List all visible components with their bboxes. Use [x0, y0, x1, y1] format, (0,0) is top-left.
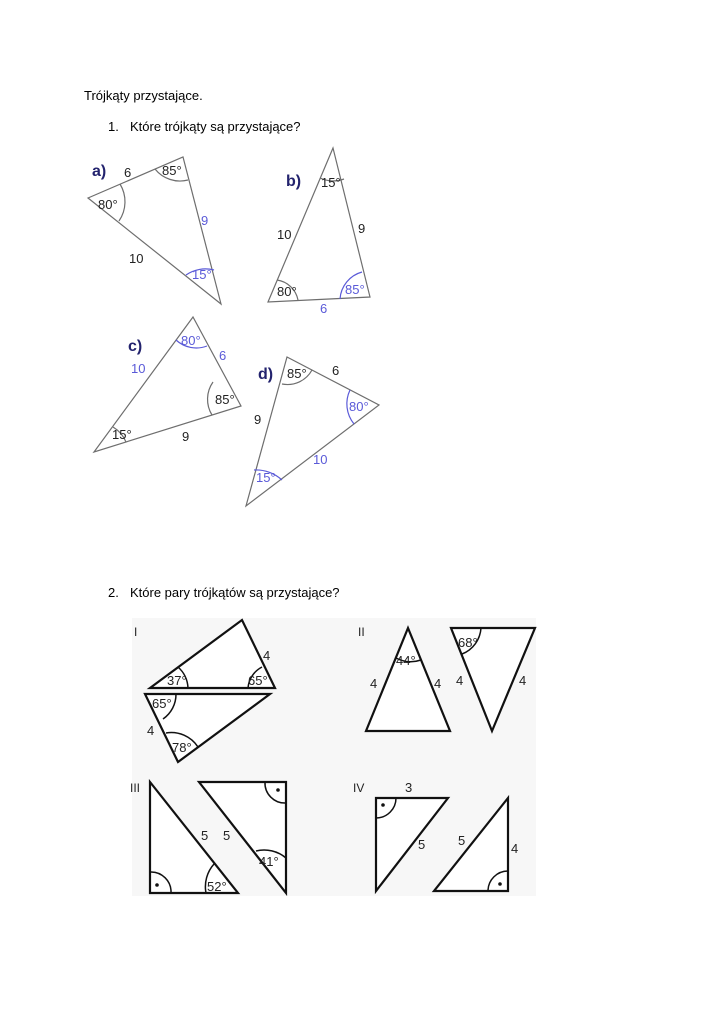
- triangle-a-side-10: 10: [129, 251, 144, 266]
- triangle-b-side-6: 6: [320, 301, 328, 316]
- triangle-b-angle-80: 80°: [277, 284, 297, 299]
- triangle-d-angle-80: 80°: [349, 399, 369, 414]
- triangle-c-side-6: 6: [219, 348, 227, 363]
- triangle-a-side-6: 6: [124, 165, 132, 180]
- pair-III-right-angle-dot-2: [276, 788, 280, 792]
- pair-III-t1-angle-52: 52°: [207, 879, 227, 894]
- triangle-a-angle-15: 15°: [192, 267, 212, 282]
- triangle-c-label: c): [128, 338, 143, 355]
- pair-III-t1-hypotenuse: 5: [201, 828, 209, 843]
- pair-IV-right-angle-dot-2: [498, 882, 502, 886]
- triangle-b-angle-85: 85°: [345, 282, 365, 297]
- triangle-c-angle-15: 15°: [112, 427, 132, 442]
- pair-I-t1-angle-37: 37°: [167, 673, 187, 688]
- triangle-a-label: a): [92, 163, 107, 180]
- question-1-text: Które trójkąty są przystające?: [130, 119, 301, 134]
- triangle-b-side-10: 10: [277, 227, 292, 242]
- pair-IV-t1-top-side: 3: [405, 780, 413, 795]
- pair-I-label: I: [134, 625, 138, 639]
- triangle-d-side-9: 9: [254, 412, 262, 427]
- pair-III-right-angle-dot-1: [155, 883, 159, 887]
- triangle-a-angle-85: 85°: [162, 163, 182, 178]
- page-heading: Trójkąty przystające.: [84, 88, 203, 103]
- triangle-c-side-10: 10: [131, 361, 146, 376]
- pair-IV-t2-hypotenuse: 5: [458, 833, 466, 848]
- pair-III-label: III: [130, 781, 141, 795]
- pair-IV-t1-hypotenuse: 5: [418, 837, 426, 852]
- triangle-b-angle-15: 15°: [321, 175, 341, 190]
- pair-II-t1-angle-44: 44°: [396, 653, 416, 668]
- pair-IV-t2-side: 4: [511, 841, 519, 856]
- pair-I-t2-angle-78: 78°: [172, 740, 192, 755]
- triangle-d-label: d): [258, 366, 274, 383]
- pair-II-t2-right-side: 4: [519, 673, 527, 688]
- pair-II-t2-left-side: 4: [456, 673, 464, 688]
- triangle-a-angle-80: 80°: [98, 197, 118, 212]
- pair-IV-right-angle-dot-1: [381, 803, 385, 807]
- pair-II-t1-right-side: 4: [434, 676, 442, 691]
- triangle-d-side-10: 10: [313, 452, 328, 467]
- triangle-c-angle-80: 80°: [181, 333, 201, 348]
- triangle-b-label: b): [286, 173, 302, 190]
- pair-III-t2-hypotenuse: 5: [223, 828, 231, 843]
- triangle-b-side-9: 9: [358, 221, 366, 236]
- pair-III-t2-angle-41: 41°: [259, 854, 279, 869]
- pair-IV-label: IV: [353, 781, 365, 795]
- triangle-d-side-6: 6: [332, 363, 340, 378]
- pair-II-t2-angle-68: 68°: [458, 635, 478, 650]
- pair-II-t1-left-side: 4: [370, 676, 378, 691]
- pair-I-t1-angle-65: 65°: [248, 673, 268, 688]
- triangle-d-angle-85: 85°: [287, 366, 307, 381]
- triangle-c-angle-85: 85°: [215, 392, 235, 407]
- pair-II-label: II: [358, 625, 365, 639]
- question-1-number: 1.: [108, 119, 119, 134]
- pair-I-t2-side: 4: [147, 723, 155, 738]
- triangle-a-side-9: 9: [201, 213, 209, 228]
- pair-I-t1-side: 4: [263, 648, 271, 663]
- triangle-d-angle-15: 15°: [256, 470, 276, 485]
- pair-I-t2-angle-65: 65°: [152, 696, 172, 711]
- triangle-c-side-9: 9: [182, 429, 190, 444]
- question-2-number: 2.: [108, 585, 119, 600]
- question-2-text: Które pary trójkątów są przystające?: [130, 585, 340, 600]
